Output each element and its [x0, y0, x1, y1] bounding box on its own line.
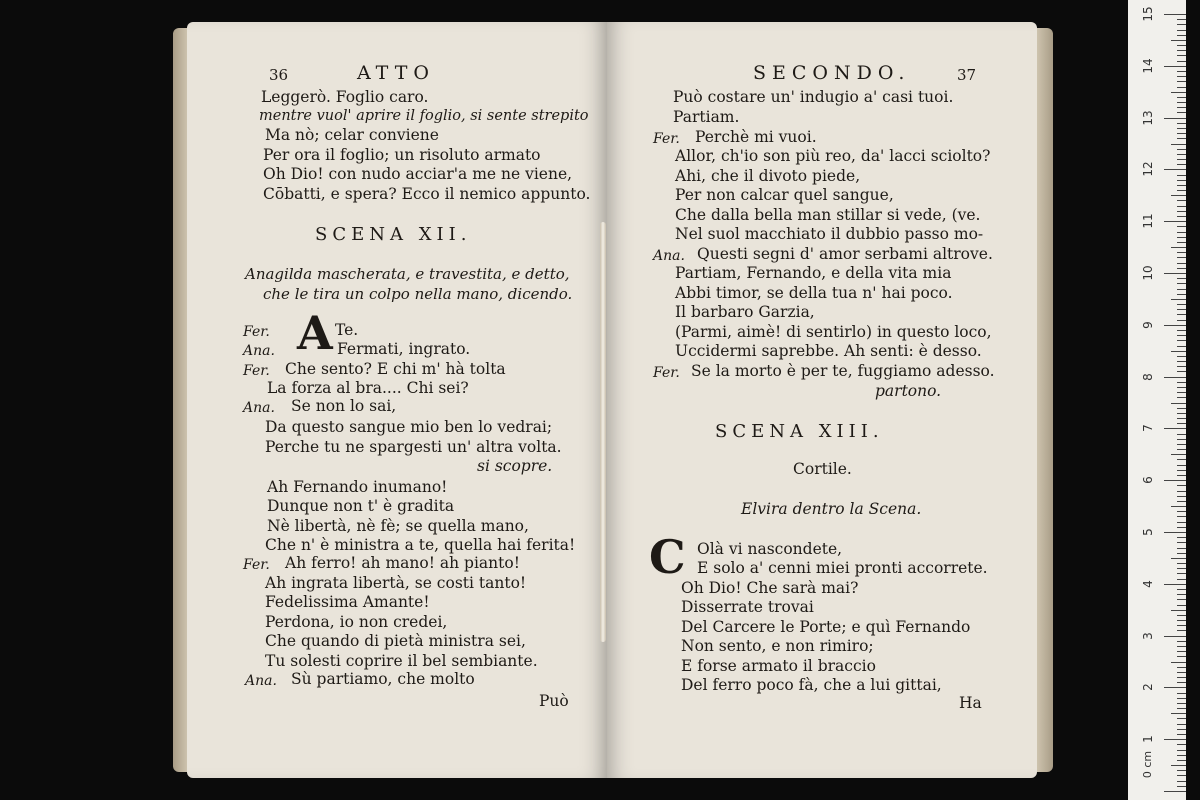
ruler-tick — [1171, 299, 1186, 300]
ruler-tick — [1177, 356, 1186, 357]
ruler-tick — [1177, 128, 1186, 129]
ruler-tick — [1164, 66, 1186, 67]
ruler-tick — [1177, 45, 1186, 46]
ruler-tick — [1177, 511, 1186, 512]
ruler-tick — [1171, 713, 1186, 714]
dialogue-line: Nè libertà, nè fè; se quella mano, — [267, 517, 529, 535]
verse-line: E forse armato il braccio — [681, 657, 876, 675]
ruler-tick — [1177, 102, 1186, 103]
ruler-tick — [1171, 403, 1186, 404]
dialogue-line: Perche tu ne spargesti un' altra volta. — [265, 438, 562, 456]
running-header: ATTO — [357, 62, 435, 84]
ruler-tick — [1177, 439, 1186, 440]
ruler-tick — [1177, 548, 1186, 549]
ruler-tick — [1171, 454, 1186, 455]
ruler-tick — [1177, 542, 1186, 543]
ruler-tick — [1177, 397, 1186, 398]
measurement-ruler — [1128, 0, 1186, 800]
ruler-tick — [1177, 371, 1186, 372]
dialogue-line: Ah Fernando inumano! — [267, 478, 448, 496]
dialogue-line: Che dalla bella man stillar si vede, (ve. — [675, 206, 981, 224]
ruler-number: 8 — [1141, 372, 1155, 381]
dialogue-line: Che quando di pietà ministra sei, — [265, 632, 526, 650]
ruler-tick — [1177, 164, 1186, 165]
ruler-tick — [1177, 159, 1186, 160]
ruler-tick — [1177, 81, 1186, 82]
ruler-tick — [1177, 30, 1186, 31]
stage-direction: Elvira dentro la Scena. — [741, 500, 922, 518]
ruler-number: 4 — [1141, 579, 1155, 588]
dialogue-line: Partiam. — [673, 108, 740, 126]
page-number: 37 — [957, 66, 977, 84]
ruler-tick — [1171, 506, 1186, 507]
ruler-tick — [1177, 35, 1186, 36]
ruler-tick — [1177, 278, 1186, 279]
dialogue-line: Perdona, io non credei, — [265, 613, 448, 631]
ruler-tick — [1177, 314, 1186, 315]
ruler-tick — [1177, 340, 1186, 341]
speaker: Fer. — [243, 324, 270, 340]
ruler-tick — [1177, 485, 1186, 486]
ruler-tick — [1177, 605, 1186, 606]
ruler-tick — [1177, 775, 1186, 776]
ruler-tick — [1177, 615, 1186, 616]
ruler-tick — [1177, 537, 1186, 538]
ruler-tick — [1177, 257, 1186, 258]
ruler-tick — [1164, 428, 1186, 429]
ruler-tick — [1177, 553, 1186, 554]
ruler-tick — [1177, 579, 1186, 580]
verse-line: Del Carcere le Porte; e quì Fernando — [681, 618, 971, 636]
dialogue-line: Da questo sangue mio ben lo vedrai; — [265, 418, 553, 436]
speaker: Ana. — [245, 673, 277, 689]
ruler-tick — [1177, 149, 1186, 150]
ruler-tick — [1177, 630, 1186, 631]
ruler-tick — [1177, 55, 1186, 56]
ruler-tick — [1177, 309, 1186, 310]
ruler-tick — [1177, 465, 1186, 466]
ruler-tick — [1171, 765, 1186, 766]
ruler-number: 13 — [1141, 109, 1155, 126]
ruler-tick — [1177, 206, 1186, 207]
speaker: Ana. — [653, 248, 685, 264]
ruler-tick — [1177, 501, 1186, 502]
ruler-tick — [1177, 304, 1186, 305]
ruler-number: 3 — [1141, 631, 1155, 640]
dialogue-line: Ah ingrata libertà, se costi tanto! — [265, 574, 527, 592]
speaker: Fer. — [653, 365, 680, 381]
left-page — [187, 22, 607, 778]
stage-direction: si scopre. — [477, 457, 553, 475]
dialogue-line: Il barbaro Garzia, — [675, 303, 815, 321]
ruler-tick — [1164, 377, 1186, 378]
catchword: Ha — [959, 694, 982, 712]
verse-line: Del ferro poco fà, che a lui gittai, — [681, 676, 942, 694]
verse-line: E solo a' cenni miei pronti accorrete. — [697, 559, 988, 577]
dialogue-line: Può costare un' indugio a' casi tuoi. — [673, 88, 954, 106]
ruler-tick — [1177, 677, 1186, 678]
ruler-tick — [1177, 641, 1186, 642]
ruler-tick — [1177, 133, 1186, 134]
ruler-tick — [1177, 475, 1186, 476]
drop-cap: A — [297, 306, 333, 360]
speaker: Fer. — [243, 557, 270, 573]
dialogue-line: Fedelissima Amante! — [265, 593, 430, 611]
text-line: Cōbatti, e spera? Ecco il nemico appunto. — [263, 185, 591, 203]
ruler-tick — [1177, 107, 1186, 108]
speaker: Fer. — [243, 363, 270, 379]
verse-line: Non sento, e non rimiro; — [681, 637, 874, 655]
ruler-tick — [1164, 739, 1186, 740]
ruler-tick — [1164, 273, 1186, 274]
ruler-tick — [1177, 71, 1186, 72]
ruler-tick — [1177, 423, 1186, 424]
ruler-tick — [1164, 118, 1186, 119]
ruler-tick — [1177, 382, 1186, 383]
ruler-tick — [1177, 330, 1186, 331]
scene-title: SCENA XII. — [315, 224, 472, 245]
ruler-number: 11 — [1141, 213, 1155, 229]
ruler-tick — [1177, 50, 1186, 51]
ruler-tick — [1177, 180, 1186, 181]
ruler-tick — [1177, 724, 1186, 725]
ruler-tick — [1177, 770, 1186, 771]
ruler-tick — [1177, 620, 1186, 621]
open-book — [173, 22, 1053, 780]
dialogue-line: Fermati, ingrato. — [337, 340, 471, 358]
ruler-tick — [1177, 760, 1186, 761]
ruler-tick — [1177, 750, 1186, 751]
dialogue-line: Se non lo sai, — [291, 397, 397, 415]
ruler-tick — [1164, 221, 1186, 222]
ruler-tick — [1177, 672, 1186, 673]
ruler-tick — [1177, 744, 1186, 745]
dialogue-line: Questi segni d' amor serbami altrove. — [697, 245, 993, 263]
ruler-tick — [1177, 708, 1186, 709]
ruler-tick — [1177, 387, 1186, 388]
ruler-tick — [1177, 625, 1186, 626]
ruler-number: 9 — [1141, 320, 1155, 329]
dialogue-line: Abbi timor, se della tua n' hai poco. — [675, 284, 953, 302]
ruler-tick — [1177, 392, 1186, 393]
verse-line: Disserrate trovai — [681, 598, 814, 616]
dialogue-line: Che n' è ministra a te, quella hai ferita! — [265, 536, 576, 554]
ruler-tick — [1177, 24, 1186, 25]
ruler-tick — [1171, 351, 1186, 352]
dialogue-line: Per non calcar quel sangue, — [675, 186, 894, 204]
ruler-unit: 0 cm — [1141, 750, 1155, 779]
ruler-tick — [1177, 491, 1186, 492]
ruler-tick — [1164, 325, 1186, 326]
ruler-tick — [1177, 496, 1186, 497]
dialogue-line: Te. — [335, 321, 359, 339]
ruler-tick — [1177, 516, 1186, 517]
ruler-tick — [1171, 610, 1186, 611]
ruler-tick — [1177, 138, 1186, 139]
ruler-tick — [1177, 154, 1186, 155]
ruler-tick — [1177, 568, 1186, 569]
ruler-tick — [1177, 232, 1186, 233]
ruler-tick — [1177, 418, 1186, 419]
dialogue-line: Che sento? E chi m' hà tolta — [285, 360, 506, 378]
ruler-tick — [1177, 594, 1186, 595]
ruler-tick — [1164, 14, 1186, 15]
ruler-tick — [1177, 459, 1186, 460]
ruler-tick — [1177, 703, 1186, 704]
book-gutter — [600, 222, 606, 642]
ruler-tick — [1177, 226, 1186, 227]
ruler-tick — [1177, 263, 1186, 264]
dialogue-line: Uccidermi saprebbe. Ah senti: è desso. — [675, 342, 982, 360]
speaker: Fer. — [653, 131, 680, 147]
text-line: Leggerò. Foglio caro. — [261, 88, 429, 106]
catchword: Può — [539, 692, 569, 710]
ruler-tick — [1177, 729, 1186, 730]
ruler-tick — [1171, 92, 1186, 93]
ruler-tick — [1177, 268, 1186, 269]
ruler-tick — [1171, 247, 1186, 248]
ruler-tick — [1164, 584, 1186, 585]
ruler-tick — [1177, 781, 1186, 782]
ruler-number: 2 — [1141, 683, 1155, 692]
ruler-tick — [1177, 190, 1186, 191]
dialogue-line: Dunque non t' è gradita — [267, 497, 455, 515]
ruler-tick — [1177, 599, 1186, 600]
ruler-tick — [1164, 687, 1186, 688]
dialogue-line: Allor, ch'io son più reo, da' lacci sciolto? — [675, 147, 991, 165]
drop-cap: C — [649, 530, 686, 584]
ruler-tick — [1177, 470, 1186, 471]
ruler-tick — [1177, 527, 1186, 528]
ruler-tick — [1171, 40, 1186, 41]
ruler-tick — [1177, 434, 1186, 435]
ruler-number: 15 — [1141, 6, 1155, 22]
ruler-tick — [1177, 185, 1186, 186]
ruler-tick — [1164, 480, 1186, 481]
ruler-tick — [1171, 662, 1186, 663]
ruler-tick — [1171, 558, 1186, 559]
ruler-tick — [1177, 346, 1186, 347]
speaker: Ana. — [243, 400, 275, 416]
ruler-tick — [1177, 294, 1186, 295]
ruler-number: 6 — [1141, 476, 1155, 485]
ruler-tick — [1177, 413, 1186, 414]
ruler-number: 14 — [1141, 58, 1155, 74]
dialogue-line: Sù partiamo, che molto — [291, 670, 475, 688]
ruler-tick — [1164, 169, 1186, 170]
ruler-tick — [1177, 252, 1186, 253]
page-number: 36 — [269, 66, 289, 84]
scene-setting: Cortile. — [793, 460, 852, 478]
stage-direction: che le tira un colpo nella mano, dicendo. — [263, 285, 573, 303]
ruler-tick — [1177, 755, 1186, 756]
ruler-tick — [1177, 61, 1186, 62]
ruler-tick — [1177, 200, 1186, 201]
ruler-tick — [1177, 522, 1186, 523]
ruler-tick — [1177, 718, 1186, 719]
verse-line: Olà vi nascondete, — [697, 540, 843, 558]
ruler-tick — [1177, 667, 1186, 668]
text-line: Oh Dio! con nudo acciar'a me ne viene, — [263, 165, 573, 183]
speaker: Ana. — [243, 343, 275, 359]
dialogue-line: Partiam, Fernando, e della vita mia — [675, 264, 952, 282]
text-line: Per ora il foglio; un risoluto armato — [263, 146, 541, 164]
ruler-number: 7 — [1141, 424, 1155, 433]
ruler-tick — [1177, 87, 1186, 88]
ruler-tick — [1177, 589, 1186, 590]
ruler-tick — [1177, 651, 1186, 652]
ruler-tick — [1171, 144, 1186, 145]
dialogue-line: Se la morto è per te, fuggiamo adesso. — [691, 362, 995, 380]
ruler-number: 12 — [1141, 161, 1155, 178]
ruler-tick — [1177, 366, 1186, 367]
stage-direction: Anagilda mascherata, e travestita, e detto, — [245, 265, 570, 283]
verse-line: Oh Dio! Che sarà mai? — [681, 579, 859, 597]
ruler-tick — [1177, 698, 1186, 699]
ruler-tick — [1177, 237, 1186, 238]
ruler-number: 5 — [1141, 528, 1155, 536]
dialogue-line: Ah ferro! ah mano! ah pianto! — [285, 554, 520, 572]
ruler-tick — [1177, 786, 1186, 787]
ruler-tick — [1177, 734, 1186, 735]
ruler-tick — [1177, 320, 1186, 321]
dialogue-line: Ahi, che il divoto piede, — [675, 167, 861, 185]
ruler-tick — [1177, 242, 1186, 243]
ruler-tick — [1164, 791, 1186, 792]
ruler-tick — [1177, 97, 1186, 98]
ruler-tick — [1177, 216, 1186, 217]
ruler-tick — [1177, 656, 1186, 657]
stage-direction: partono. — [875, 382, 942, 400]
ruler-tick — [1177, 289, 1186, 290]
right-page — [607, 22, 1037, 778]
ruler-tick — [1164, 636, 1186, 637]
ruler-tick — [1177, 444, 1186, 445]
ruler-tick — [1177, 449, 1186, 450]
ruler-tick — [1177, 563, 1186, 564]
ruler-tick — [1177, 283, 1186, 284]
ruler-number: 10 — [1141, 265, 1155, 281]
ruler-tick — [1164, 532, 1186, 533]
ruler-tick — [1177, 573, 1186, 574]
dialogue-line: Nel suol macchiato il dubbio passo mo- — [675, 225, 984, 243]
ruler-tick — [1177, 112, 1186, 113]
ruler-tick — [1177, 211, 1186, 212]
scene-title: SCENA XIII. — [715, 421, 884, 442]
ruler-tick — [1177, 693, 1186, 694]
ruler-tick — [1177, 682, 1186, 683]
ruler-tick — [1177, 76, 1186, 77]
text-line: Ma nò; celar conviene — [265, 126, 439, 144]
ruler-tick — [1177, 335, 1186, 336]
ruler-tick — [1177, 19, 1186, 20]
dialogue-line: (Parmi, aimè! di sentirlo) in questo loco, — [675, 323, 992, 341]
ruler-tick — [1171, 195, 1186, 196]
ruler-tick — [1177, 175, 1186, 176]
dialogue-line: La forza al bra.... Chi sei? — [267, 379, 469, 397]
running-header: SECONDO. — [753, 62, 911, 84]
ruler-tick — [1177, 361, 1186, 362]
ruler-number: 1 — [1141, 735, 1155, 744]
ruler-tick — [1177, 646, 1186, 647]
ruler-tick — [1177, 408, 1186, 409]
dialogue-line: Perchè mi vuoi. — [695, 128, 817, 146]
stage-direction: mentre vuol' aprire il foglio, si sente strepito — [259, 108, 589, 124]
ruler-tick — [1177, 123, 1186, 124]
dialogue-line: Tu solesti coprire il bel sembiante. — [265, 652, 538, 670]
